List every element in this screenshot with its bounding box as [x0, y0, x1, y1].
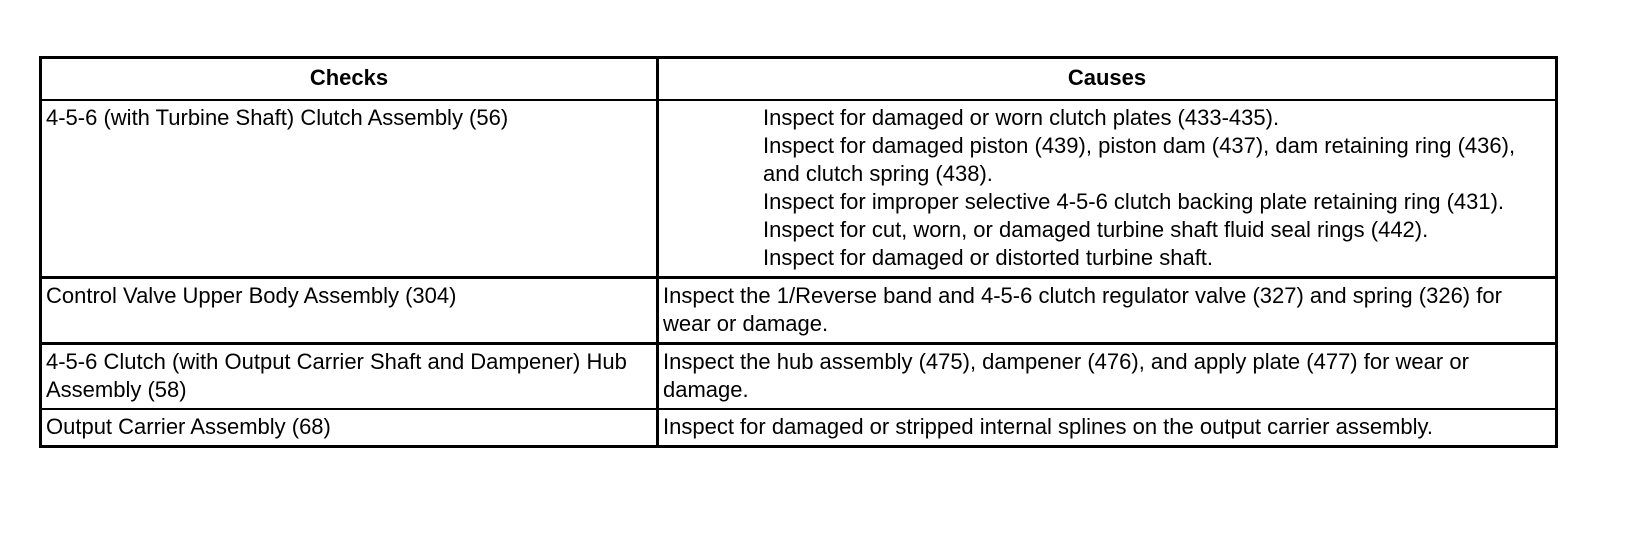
cause-list [663, 104, 1551, 272]
cause-text: Inspect for damaged or stripped internal splines on the output carrier assembly. [663, 414, 1433, 439]
table-row [41, 344, 1557, 410]
cause-list-item: Inspect for damaged or distorted turbine shaft. [763, 245, 1214, 270]
table-row [41, 100, 1557, 278]
check-cell [41, 100, 658, 278]
column-header-checks: Checks [41, 58, 658, 101]
column-header-causes: Causes [658, 58, 1557, 101]
check-cell [41, 278, 658, 344]
cause-cell [658, 278, 1557, 344]
table-row [41, 409, 1557, 447]
check-text: Control Valve Upper Body Assembly (304) [46, 283, 457, 308]
table-header [41, 58, 1557, 101]
cause-cell [658, 344, 1557, 410]
check-text: 4-5-6 (with Turbine Shaft) Clutch Assembly (56) [46, 105, 509, 130]
check-text: Output Carrier Assembly (68) [46, 414, 331, 439]
cause-text: Inspect the 1/Reverse band and 4-5-6 clutch regulator valve (327) and spring (326) for wear or damage. [663, 283, 1502, 336]
cause-list-item: Inspect for improper selective 4-5-6 clutch backing plate retaining ring (431). [763, 189, 1505, 214]
cause-cell [658, 100, 1557, 278]
cause-text: Inspect the hub assembly (475), dampener (476), and apply plate (477) for wear or damage. [663, 349, 1469, 402]
table-row [41, 278, 1557, 344]
table-body [41, 100, 1557, 447]
checks-causes-table [39, 56, 1558, 448]
cause-list-item: Inspect for cut, worn, or damaged turbine shaft fluid seal rings (442). [763, 217, 1429, 242]
cause-list-item: Inspect for damaged piston (439), piston dam (437), dam retaining ring (436), and clutch spring (438). [763, 133, 1516, 186]
cause-cell [658, 409, 1557, 447]
check-cell [41, 409, 658, 447]
check-cell [41, 344, 658, 410]
header-row [41, 58, 1557, 101]
check-text: 4-5-6 Clutch (with Output Carrier Shaft and Dampener) Hub Assembly (58) [46, 349, 627, 402]
cause-list-item: Inspect for damaged or worn clutch plates (433-435). [763, 105, 1280, 130]
